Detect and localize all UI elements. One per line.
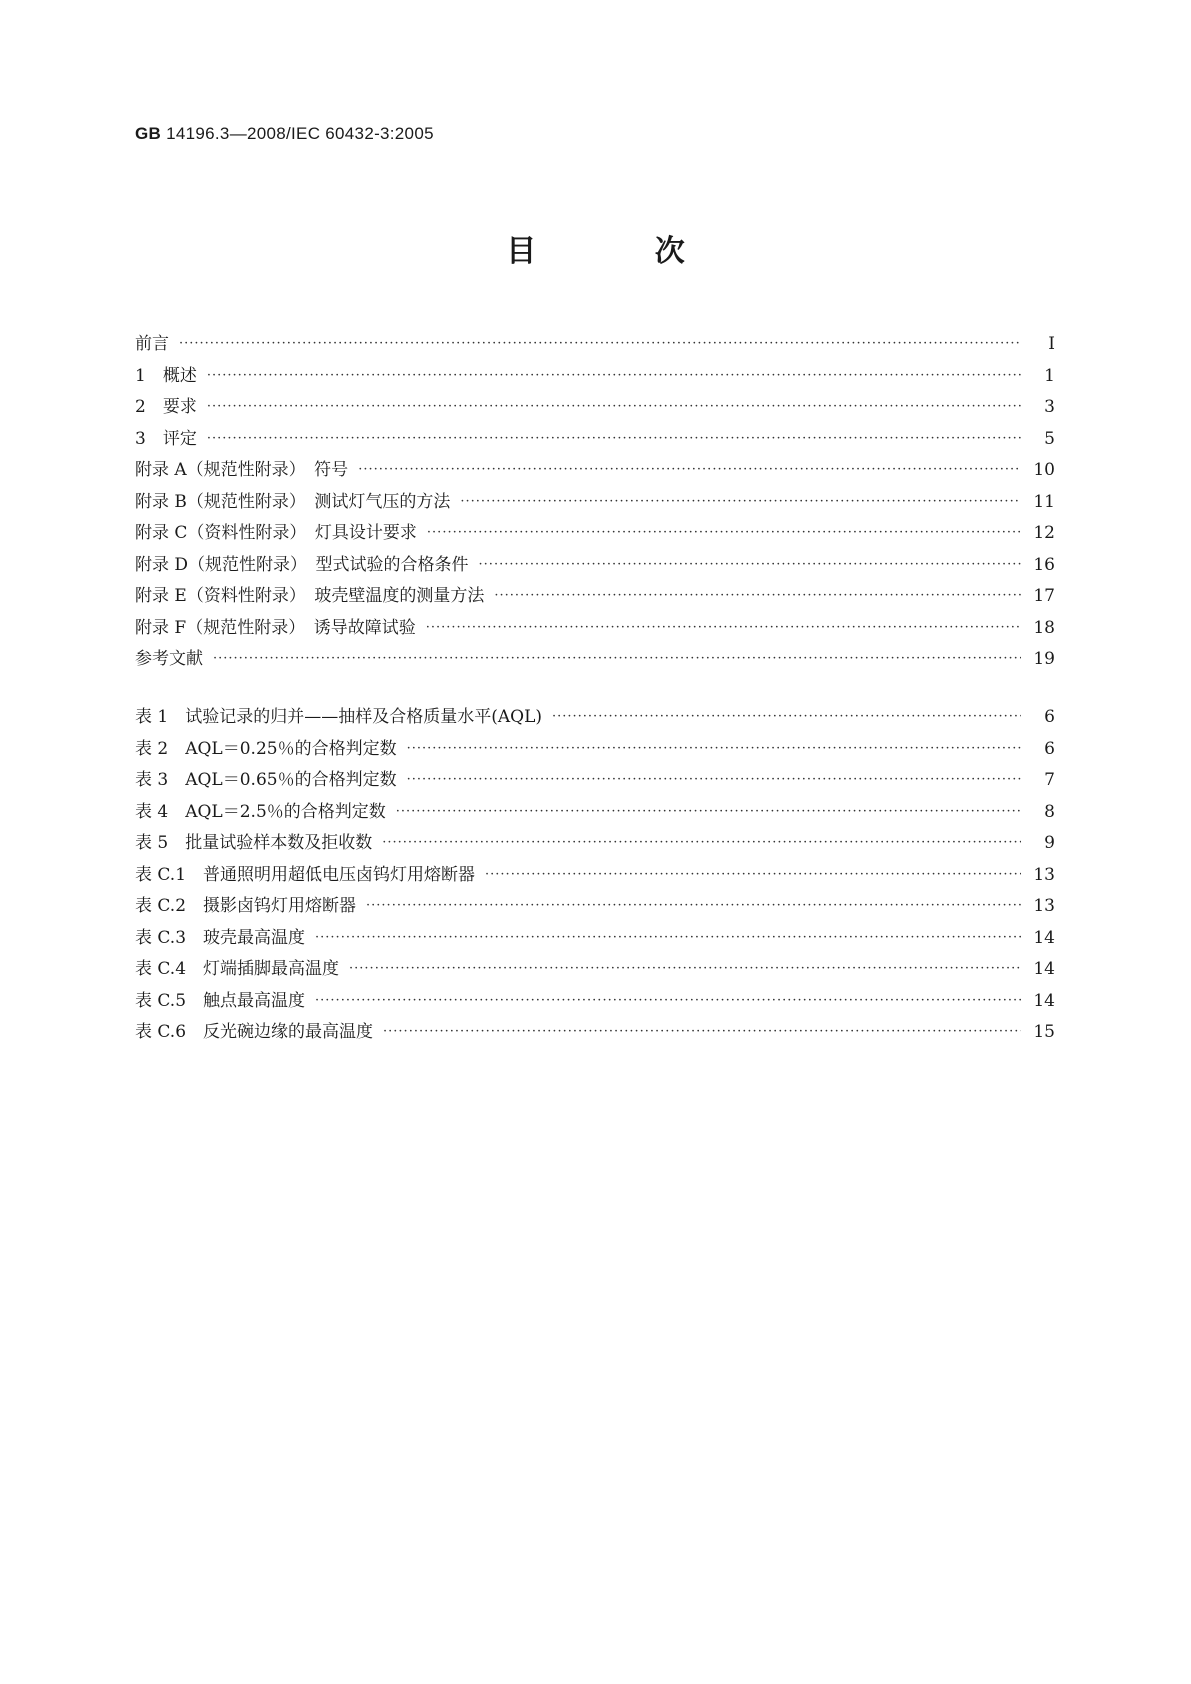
toc-entry-page: 16	[1033, 554, 1055, 575]
toc-entry-page: 13	[1033, 896, 1055, 916]
dot-leader	[407, 741, 1021, 756]
dot-leader	[207, 399, 1021, 414]
toc-entry-page: 9	[1044, 833, 1055, 853]
dot-leader	[552, 709, 1021, 724]
toc-entry-label: 附录 F（规范性附录） 诱导故障试验	[135, 617, 416, 638]
dot-leader	[207, 368, 1021, 383]
toc-entry-label: 附录 C（资料性附录） 灯具设计要求	[135, 523, 417, 543]
toc-entry-page: 12	[1033, 523, 1055, 543]
toc-entry-page: 14	[1033, 959, 1055, 979]
dot-leader	[315, 930, 1021, 945]
table-list-entry[interactable]	[135, 734, 1055, 766]
toc-entry-page: 13	[1033, 864, 1055, 885]
dot-leader	[366, 898, 1021, 913]
table-list-entry[interactable]	[135, 891, 1055, 923]
toc-entry-label: 表 C.3 玻壳最高温度	[135, 927, 306, 948]
toc-entry[interactable]	[135, 550, 1055, 582]
dot-leader	[382, 835, 1021, 850]
toc-entry-label: 表 5 批量试验样本数及拒收数	[135, 833, 373, 853]
toc-entry-label: 3 评定	[135, 428, 197, 449]
dot-leader	[207, 431, 1021, 446]
toc-entry-label: 2 要求	[135, 397, 197, 417]
toc-entry-page: Ⅰ	[1048, 334, 1055, 354]
table-list-entry[interactable]	[135, 702, 1055, 734]
toc-entry-page: 10	[1033, 460, 1055, 480]
toc-entry-page: 18	[1033, 617, 1055, 638]
toc-entry-label: 附录 A（规范性附录） 符号	[135, 460, 349, 480]
toc-entry[interactable]	[135, 424, 1055, 456]
toc-entry-label: 附录 E（资料性附录） 玻壳壁温度的测量方法	[135, 586, 485, 606]
toc-entry-label: 表 C.2 摄影卤钨灯用熔断器	[135, 896, 357, 916]
toc-entry[interactable]	[135, 455, 1055, 487]
dot-leader	[460, 494, 1021, 509]
dot-leader	[349, 961, 1021, 976]
dot-leader	[479, 557, 1021, 572]
table-list-entry[interactable]	[135, 797, 1055, 829]
dot-leader	[426, 620, 1021, 635]
toc-entry-page: 5	[1044, 428, 1055, 449]
toc-entry[interactable]	[135, 644, 1055, 676]
standard-code: GB	[135, 124, 162, 143]
dot-leader	[358, 462, 1021, 477]
toc-entry-label: 表 3 AQL＝0.65％的合格判定数	[135, 770, 397, 790]
dot-leader	[485, 867, 1021, 882]
dot-leader	[179, 336, 1021, 351]
dot-leader	[396, 804, 1021, 819]
toc-entry[interactable]	[135, 329, 1055, 361]
table-list-entry[interactable]	[135, 923, 1055, 955]
toc-entry-page: 6	[1044, 707, 1055, 727]
toc-entry-page: 3	[1044, 397, 1055, 417]
list-of-tables	[135, 702, 1055, 1049]
dot-leader	[494, 588, 1021, 603]
toc-entry-page: 17	[1033, 586, 1055, 606]
dot-leader	[213, 651, 1021, 666]
toc-entry-page: 14	[1033, 990, 1055, 1011]
toc-entry-label: 附录 D（规范性附录） 型式试验的合格条件	[135, 554, 469, 575]
toc-entry-label: 表 C.6 反光碗边缘的最高温度	[135, 1022, 374, 1042]
standard-number: 14196.3—2008/IEC 60432-3:2005	[166, 124, 434, 143]
toc-entry[interactable]	[135, 361, 1055, 393]
dot-leader	[427, 525, 1021, 540]
toc-entry-label: 前言	[135, 334, 169, 354]
toc-entry-label: 参考文献	[135, 649, 203, 669]
toc-entry-page: 14	[1033, 927, 1055, 948]
toc-entry-page: 6	[1044, 738, 1055, 759]
toc-entry-page: 8	[1044, 801, 1055, 822]
dot-leader	[315, 993, 1021, 1008]
table-list-entry[interactable]	[135, 828, 1055, 860]
dot-leader	[407, 772, 1021, 787]
toc-entry-label: 表 4 AQL＝2.5％的合格判定数	[135, 801, 386, 822]
toc-entry-label: 表 C.1 普通照明用超低电压卤钨灯用熔断器	[135, 864, 476, 885]
toc-entry-page: 15	[1033, 1022, 1055, 1042]
toc-entry-label: 1 概述	[135, 365, 197, 386]
toc-entry-page: 1	[1044, 365, 1055, 386]
toc-entry-page: 11	[1033, 491, 1055, 512]
toc-entry[interactable]	[135, 518, 1055, 550]
table-list-entry[interactable]	[135, 1017, 1055, 1049]
document-header	[135, 124, 434, 144]
toc-entry[interactable]	[135, 487, 1055, 519]
page-title: 目 次	[506, 234, 739, 269]
toc-entry-page: 7	[1044, 770, 1055, 790]
toc-entry-label: 表 2 AQL＝0.25％的合格判定数	[135, 738, 397, 759]
toc-entry[interactable]	[135, 392, 1055, 424]
dot-leader	[383, 1024, 1021, 1039]
toc-entry-page: 19	[1033, 649, 1055, 669]
toc-entry-label: 表 C.4 灯端插脚最高温度	[135, 959, 340, 979]
toc-entry-label: 表 C.5 触点最高温度	[135, 990, 306, 1011]
toc-entry[interactable]	[135, 613, 1055, 645]
table-list-entry[interactable]	[135, 954, 1055, 986]
table-of-contents	[135, 329, 1055, 676]
table-list-entry[interactable]	[135, 986, 1055, 1018]
toc-entry-label: 附录 B（规范性附录） 测试灯气压的方法	[135, 491, 451, 512]
toc-entry[interactable]	[135, 581, 1055, 613]
toc-entry-label: 表 1 试验记录的归并——抽样及合格质量水平(AQL)	[135, 707, 542, 727]
table-list-entry[interactable]	[135, 765, 1055, 797]
table-list-entry[interactable]	[135, 860, 1055, 892]
